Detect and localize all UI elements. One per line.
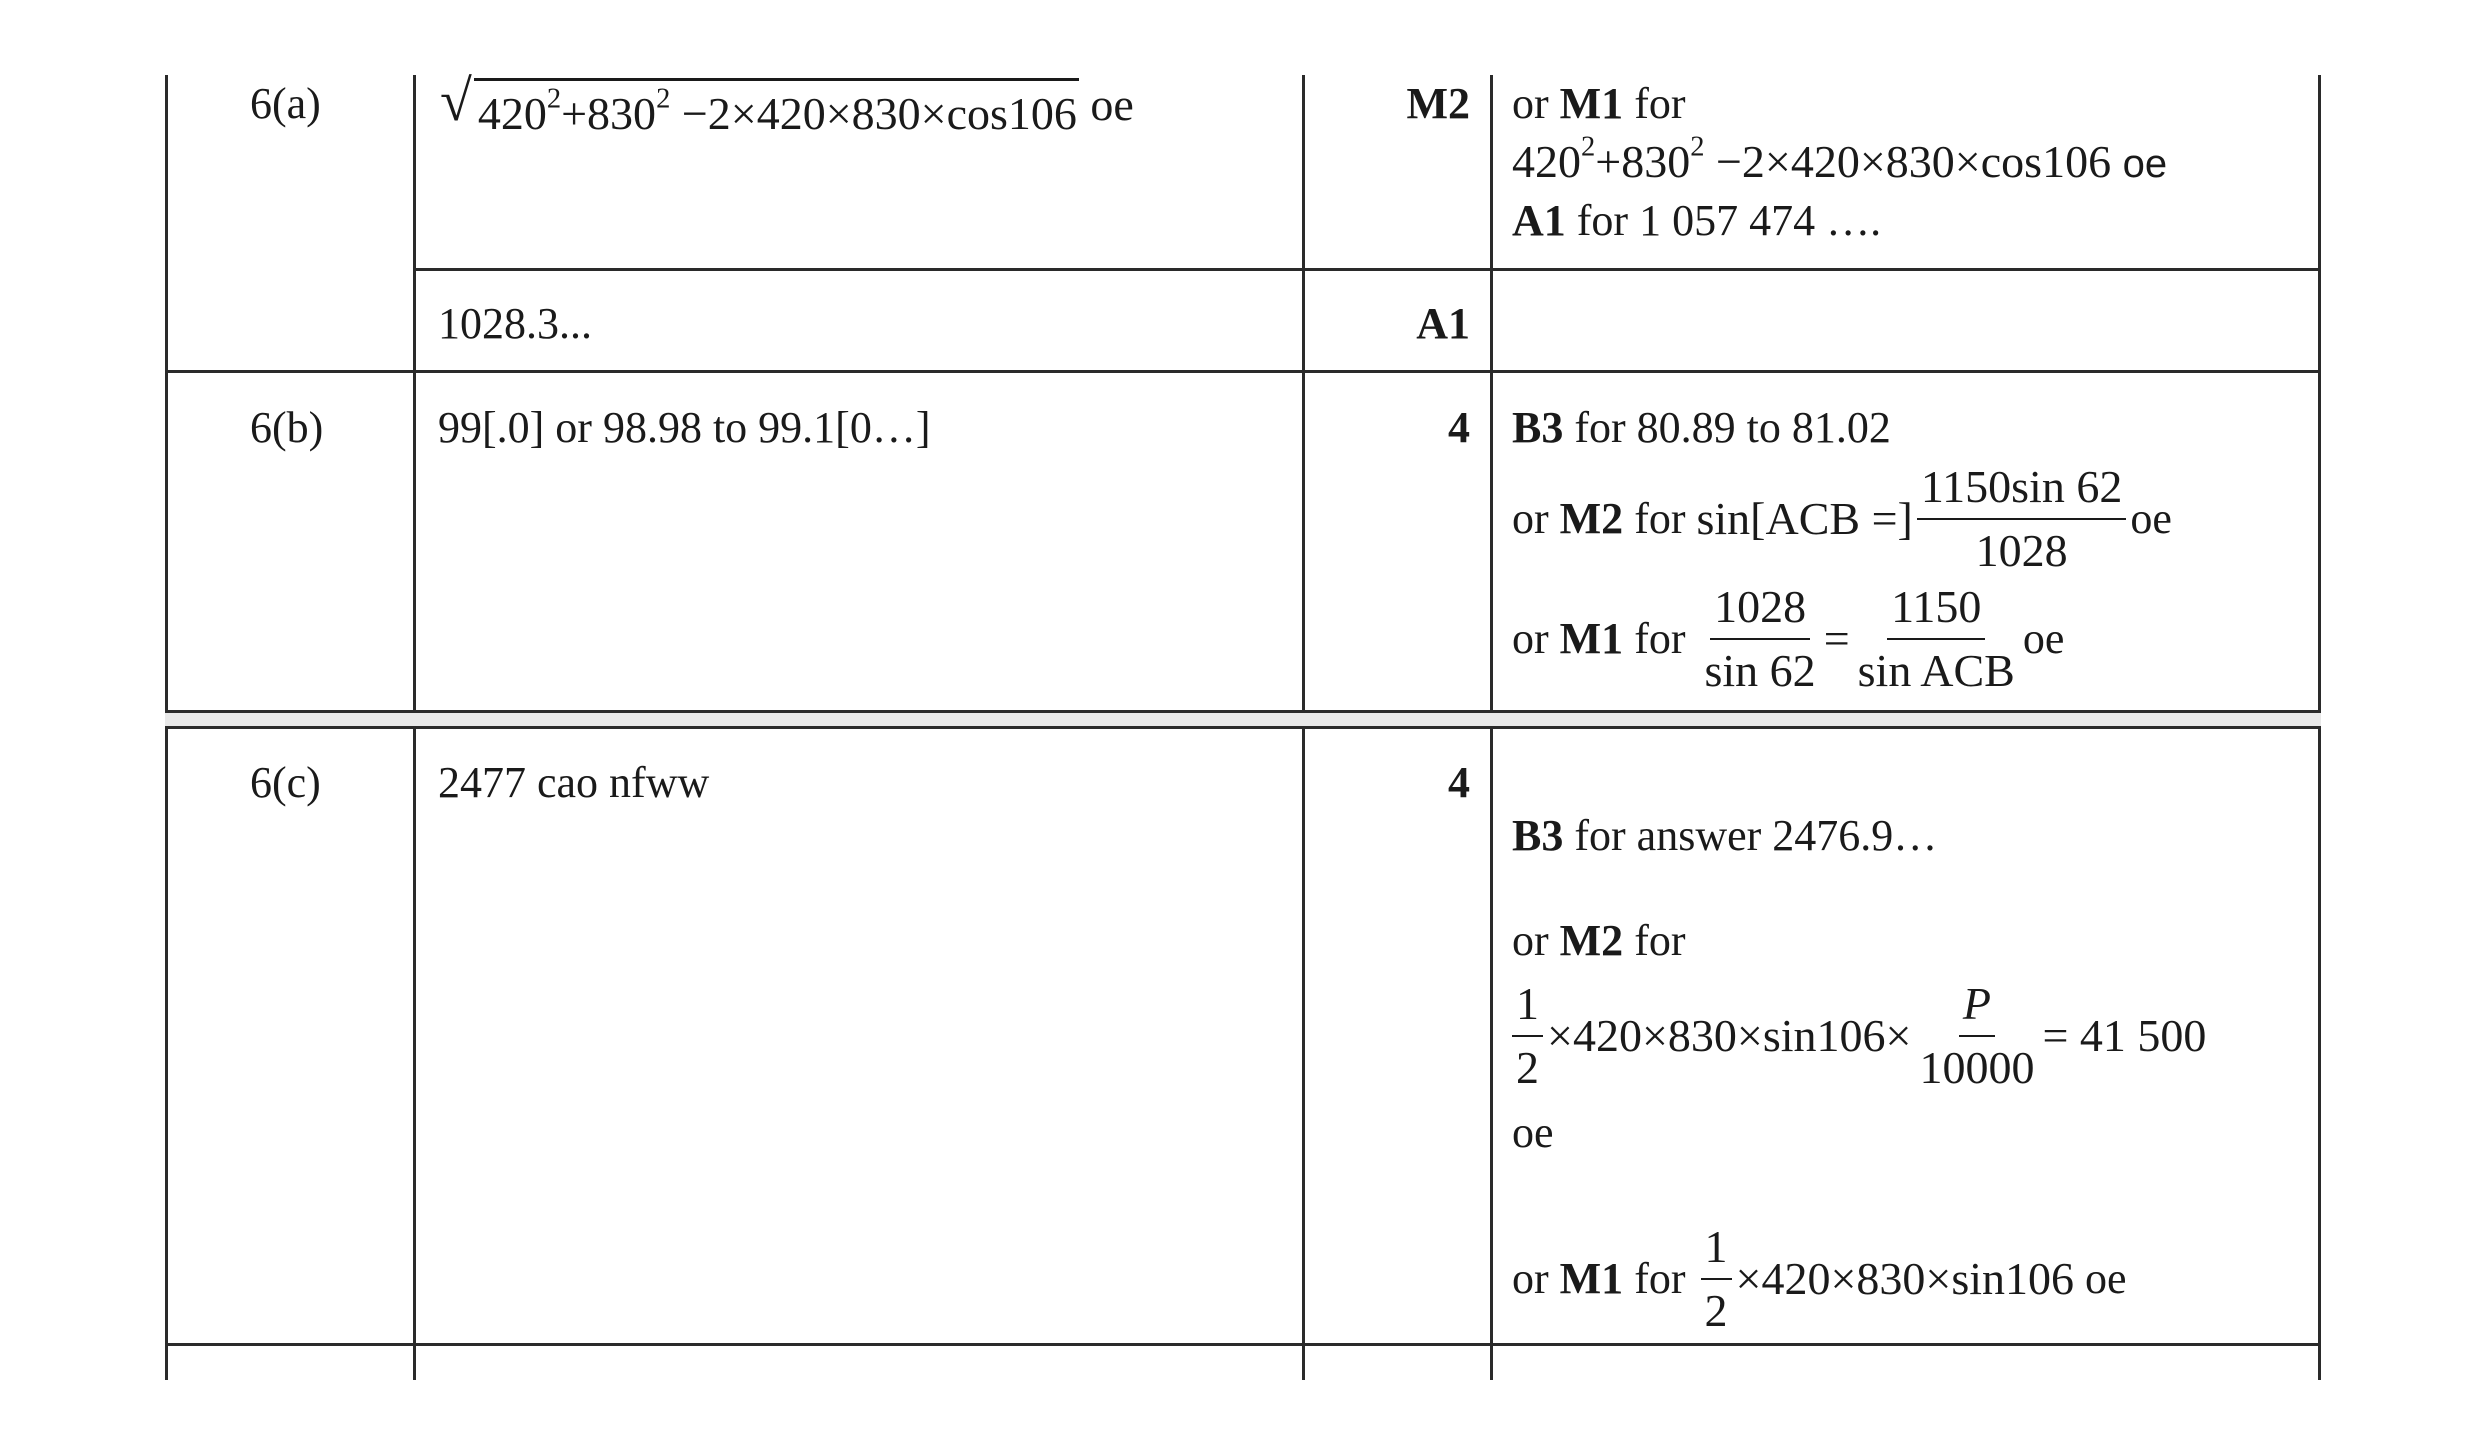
answer-6a-expression [440, 68, 1134, 143]
answer-6c: 2477 cao nfww [438, 758, 710, 807]
grid-hline-6b-bottom [165, 710, 2321, 713]
fraction-6c-m1-half: $\frac{1}{2}$ [1701, 1218, 1732, 1339]
notes-6c-line1: B3 for answer 2476.9… [1512, 811, 1938, 860]
fraction-6b-m2: $\frac{1150\sin 62}{1028}$ [1917, 458, 2126, 579]
notes-6b-line1: B3 for 80.89 to 81.02 [1512, 403, 1891, 452]
grid-hline-6c-top [165, 726, 2321, 729]
sqrt-expression [440, 68, 1079, 143]
answer-6a-oe: oe [1090, 79, 1134, 130]
radicand: $420^2+830^2 -2\times 420\times 830\times\cos 106$ [474, 78, 1079, 143]
notes-6a-line2: $420^2+830^2 -2\times 420\times 830\times\cos 106$ oe [1512, 131, 2168, 187]
question-label-6c: 6(c) [250, 758, 321, 807]
grid-separator-band [165, 712, 2321, 726]
notes-6b-line3: or M1 for $\frac{1028}{\sin 62}$ = $\frac{1150}{\text{sin ACB}}$ oe [1512, 578, 2064, 699]
question-label-6b: 6(b) [250, 403, 324, 452]
notes-6b-line2: or M2 for sin[ACB =] $\frac{1150\sin 62}{1028}$ oe [1512, 458, 2172, 579]
notes-6c-line2: or M2 for [1512, 916, 1686, 965]
notes-6c-line4: oe [1512, 1108, 1554, 1157]
grid-hline-6c-bottom [165, 1343, 2321, 1346]
fraction-6c-p: $\frac{P}{10000}$ [1915, 975, 2038, 1096]
mark-6a-result: A1 [1416, 299, 1470, 348]
notes-6a-line1: or M1 for [1512, 79, 1686, 128]
notes-6c-line5: or M1 for $\frac{1}{2}$ ×420×830×sin106 oe [1512, 1218, 2127, 1339]
radical-sign-icon: √ [440, 68, 472, 133]
question-label-6a: 6(a) [250, 79, 321, 128]
mark-6c: 4 [1448, 758, 1470, 807]
mark-6a: M2 [1406, 79, 1470, 128]
fraction-6c-half: $\frac{1}{2}$ [1512, 975, 1543, 1096]
answer-6a-result: 1028.3... [438, 299, 592, 348]
grid-hline-6a-bottom [165, 370, 2321, 373]
notes-6c-line3: $\frac{1}{2}$ ×420×830×sin106× $\frac{P}{10000}$ = 41 500 [1508, 975, 2206, 1096]
answer-6b: 99[.0] or 98.98 to 99.1[0…] [438, 403, 931, 452]
notes-6a-line3: A1 for 1 057 474 …. [1512, 195, 1882, 245]
mark-6b: 4 [1448, 403, 1470, 452]
notes-6a [1512, 76, 2167, 248]
fraction-6b-m1-left: $\frac{1028}{\sin 62}$ [1701, 578, 1820, 699]
fraction-6b-m1-right: $\frac{1150}{\text{sin ACB}}$ [1854, 578, 2019, 699]
grid-hline-6a-split [413, 268, 2321, 271]
